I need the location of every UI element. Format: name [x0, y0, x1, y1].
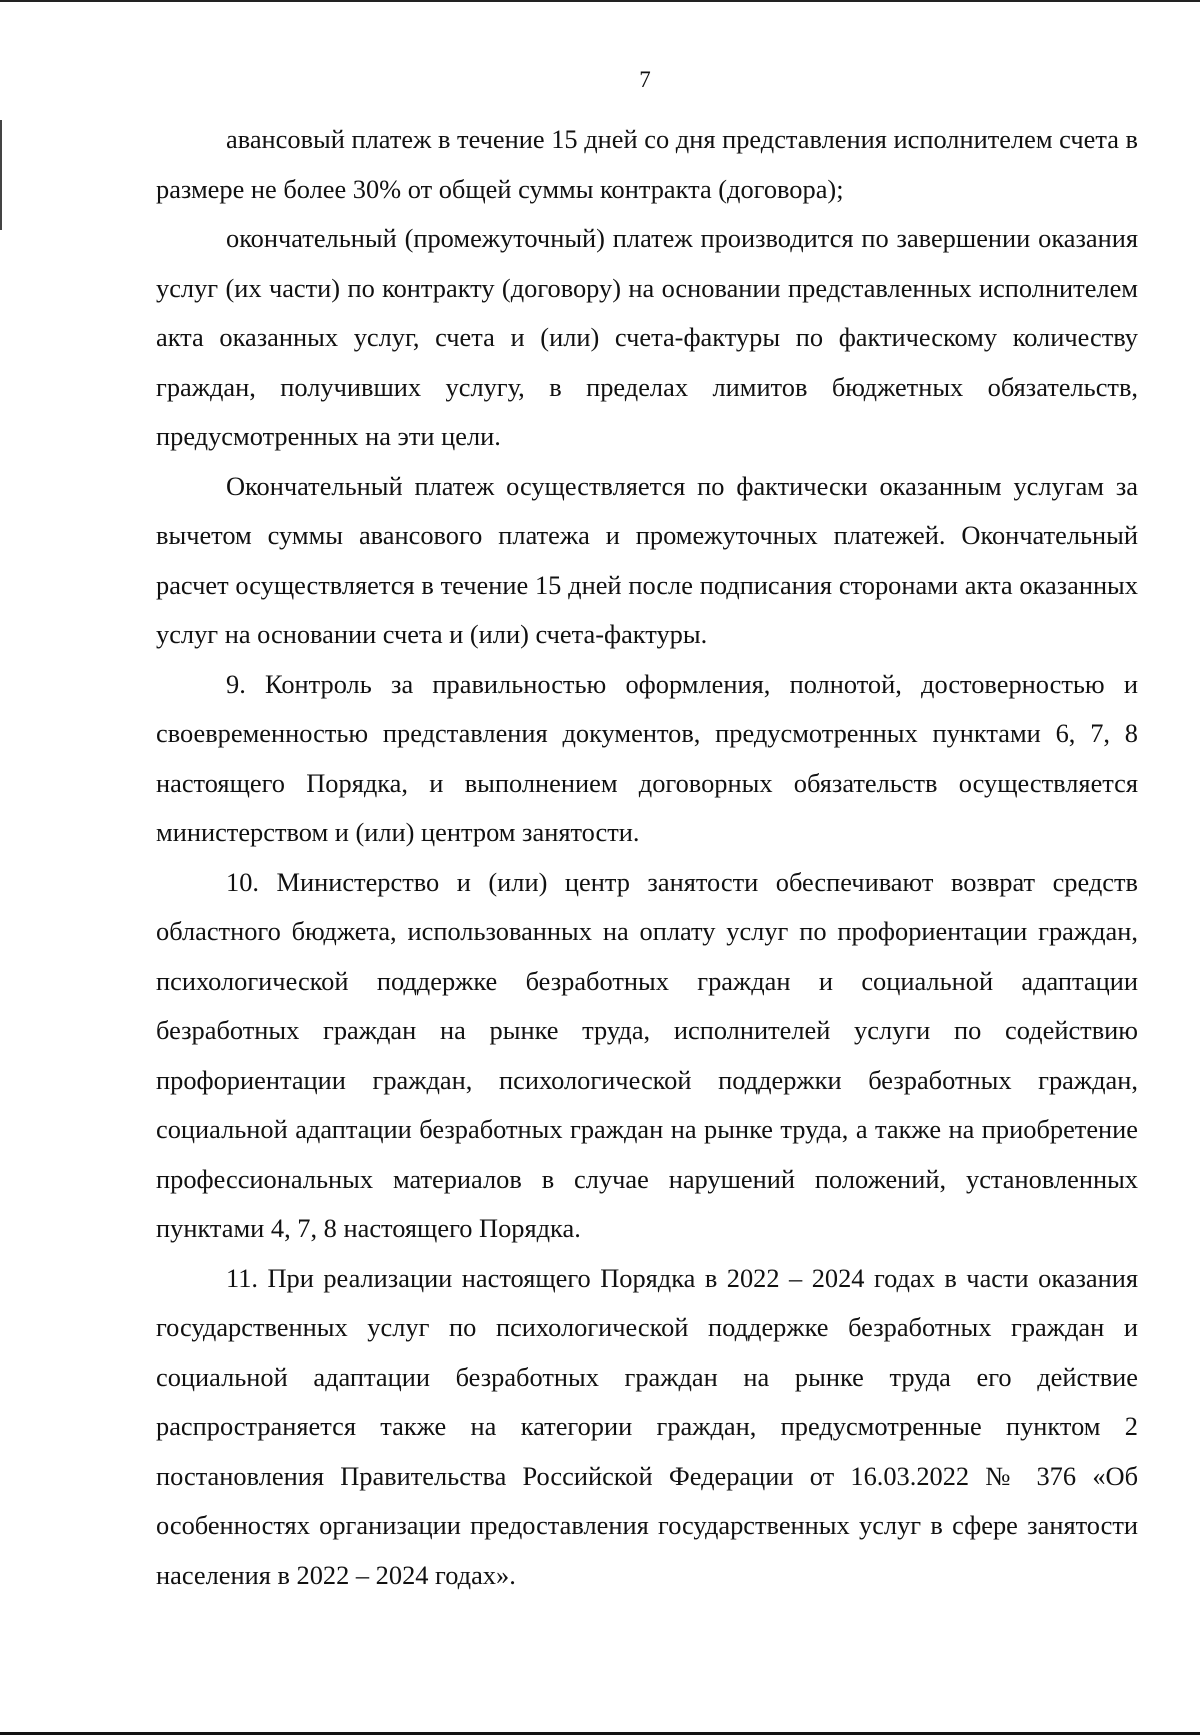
paragraph-item-10: 10. Министерство и (или) центр занятости обеспечивают возврат средств областного бюджета, использованных на оплату услуг по профориентации граждан, психологической поддержке безработных граждан и социальной адаптации безработных граждан на рынке труда, исполнителей услуги по содействию профориентации граждан, психологической поддержки безработных граждан, социальной адаптации безработных граждан на рынке труда, а также на приобретение профессиональных материалов в случае нарушений положений, установленных пунктами 4, 7, 8 настоящего Порядка.	[156, 866, 1138, 1243]
paragraph-final-settlement: Окончательный платеж осуществляется по фактически оказанным услугам за вычетом суммы авансового платежа и промежуточных платежей. Окончательный расчет осуществляется в течение 15 дней после подписания сторонами акта оказанных услуг на основании счета и (или) счета-фактуры.	[156, 470, 1138, 649]
scan-edge-top	[0, 0, 1200, 2]
scan-edge-left	[0, 120, 2, 230]
paragraph-advance-payment: авансовый платеж в течение 15 дней со дня представления исполнителем счета в размере не более 30% от общей суммы контракта (договора);	[156, 124, 1138, 204]
paragraph-final-interim-payment: окончательный (промежуточный) платеж производится по завершении оказания услуг (их части) по контракту (договору) на основании представленных исполнителем акта оказанных услуг, счета и (или) счета-фактуры по фактическому количеству граждан, получивших услугу, в пределах лимитов бюджетных обязательств, предусмотренных на эти цели.	[156, 223, 1138, 451]
paragraph-item-11: 11. При реализации настоящего Порядка в 2022 – 2024 годах в части оказания государственных услуг по психологической поддержке безработных граждан и социальной адаптации безработных граждан на рынке труда его действие распространяется также на категории граждан, предусмотренные пунктом 2 постановления Правительства Российской Федерации от 16.03.2022 № 376 «Об особенностях организации предоставления государственных услуг в сфере занятости населения в 2022 – 2024 годах».	[156, 1262, 1138, 1590]
page-number: 7	[639, 67, 651, 92]
document-body	[156, 115, 1138, 1600]
paragraph-item-9: 9. Контроль за правильностью оформления, полнотой, достоверностью и своевременностью представления документов, предусмотренных пунктами 6, 7, 8 настоящего Порядка, и выполнением договорных обязательств осуществляется министерством и (или) центром занятости.	[156, 668, 1138, 847]
